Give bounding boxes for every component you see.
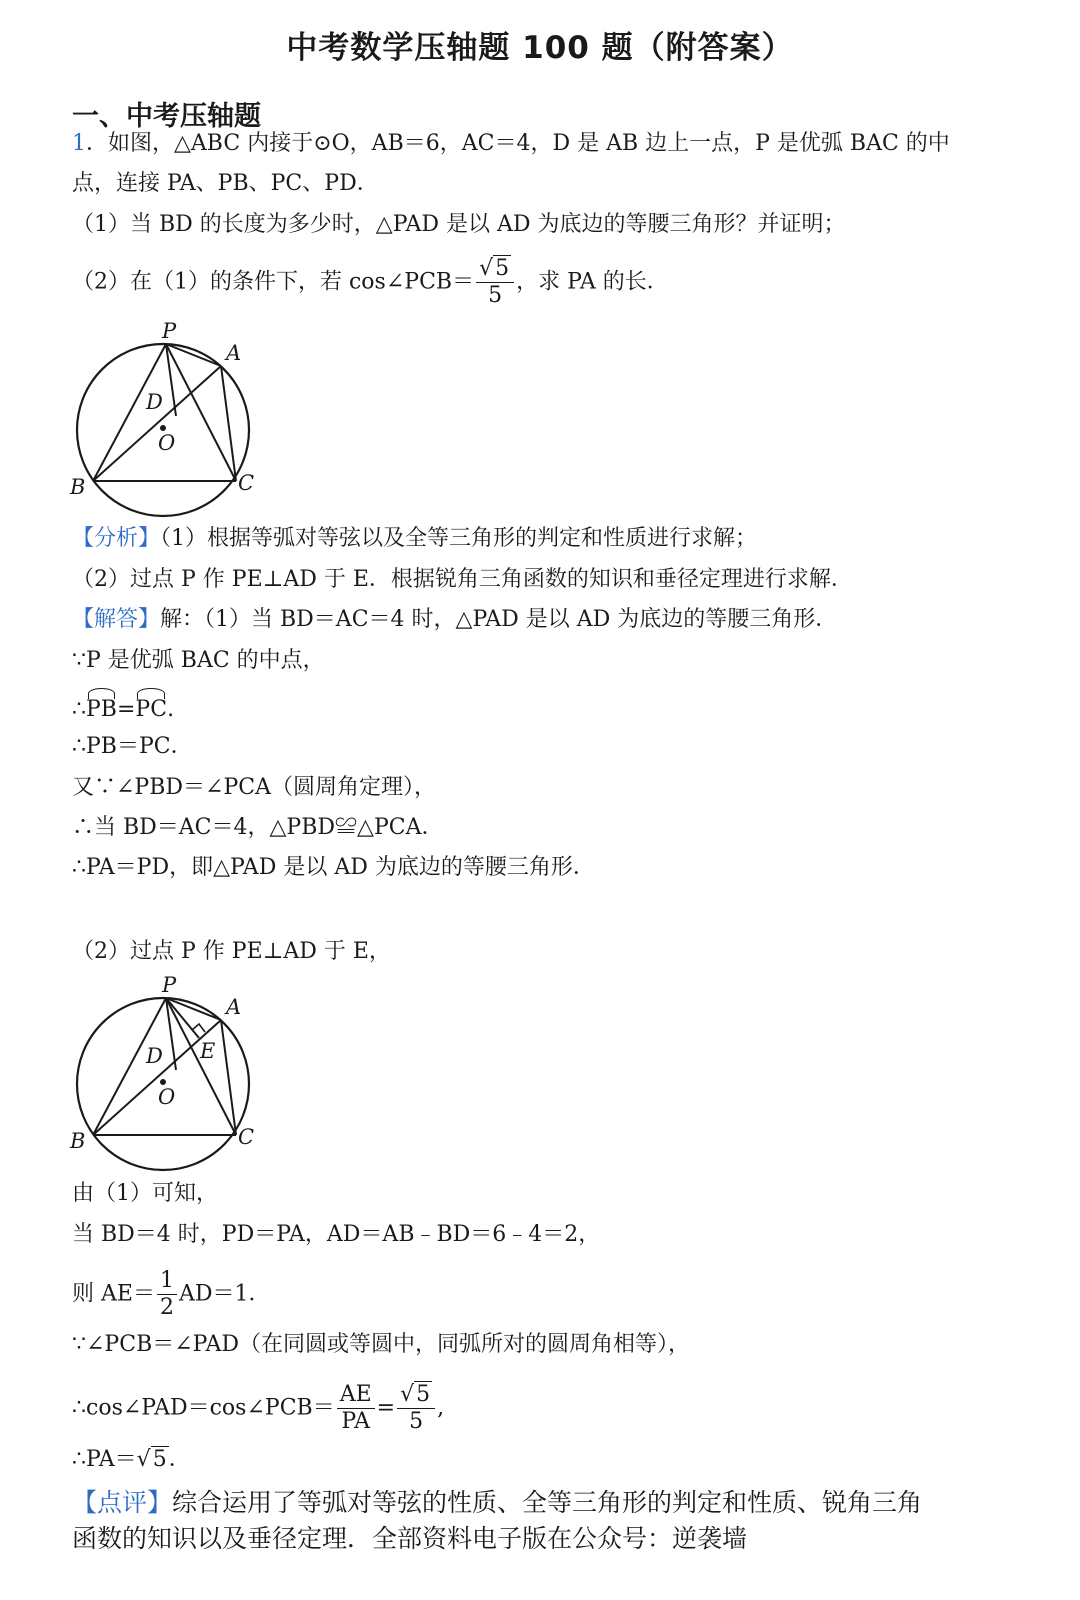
analysis-tag: 【分析】 — [72, 526, 161, 551]
answer-line-11: ∵∠PCB＝∠PAD（在同圆或等圆中，同弧所对的圆周角相等）， — [72, 1332, 690, 1357]
problem-question-2: （2）在（1）的条件下，若 cos∠PCB＝ $\frac{√5}{5}$ ，求 PA 的长． — [72, 256, 669, 308]
answer-tag: 【解答】 — [72, 607, 161, 632]
answer-line-9: 当 BD＝4 时，PD＝PA，AD＝AB﹣BD＝6﹣4＝2， — [72, 1222, 601, 1247]
answer-line-2: ∵P 是优弧 BAC 的中点， — [72, 648, 325, 673]
label-b: B — [70, 475, 86, 499]
arc-pc: PC — [135, 690, 167, 726]
label-c: C — [238, 1125, 255, 1149]
answer-line-7: ∴PA＝PD，即△PAD 是以 AD 为底边的等腰三角形． — [72, 855, 595, 880]
answer-line-5: 又∵∠PBD＝∠PCA（圆周角定理）， — [72, 775, 436, 800]
answer-line-12: ∴cos∠PAD＝cos∠PCB＝ $\frac{AE}{PA}$ = $\frac{√5}{5}$ , — [72, 1382, 445, 1434]
label-p: P — [162, 973, 177, 997]
answer-part2-intro: （2）过点 P 作 PE⊥AD 于 E， — [72, 939, 391, 964]
analysis-line-2: （2）过点 P 作 PE⊥AD 于 E．根据锐角三角函数的知识和垂径定理进行求解． — [72, 567, 853, 592]
root5: √5 — [136, 1447, 167, 1472]
page-title: 中考数学压轴题 100 题（附答案） — [286, 30, 794, 66]
label-a: A — [226, 995, 242, 1019]
section-heading: 一、中考压轴题 — [72, 101, 261, 132]
arc-pb: PB — [86, 690, 117, 726]
segment-pa — [166, 344, 221, 366]
root5-fraction: $\frac{√5}{5}$ — [397, 1384, 435, 1433]
label-e: E — [200, 1039, 216, 1063]
problem-line-1: 1．如图，△ABC 内接于⊙O，AB＝6，AC＝4，D 是 AB 边上一点，P 是优弧 BAC 的中 — [72, 131, 950, 156]
review-tag: 【点评】 — [72, 1488, 173, 1517]
label-o: O — [158, 431, 176, 455]
segment-ac — [221, 1020, 236, 1135]
geometry-figure-1 — [66, 318, 266, 518]
answer-line-13: ∴PA＝√5． — [72, 1444, 191, 1476]
answer-line-3: ∴PB=PC. — [72, 690, 174, 726]
label-d: D — [146, 390, 163, 414]
label-c: C — [238, 471, 255, 495]
review-line-1: 【点评】综合运用了等弧对等弦的性质、全等三角形的判定和性质、锐角三角 — [72, 1488, 923, 1517]
label-b: B — [70, 1129, 86, 1153]
analysis-line-1: 【分析】（1）根据等弧对等弦以及全等三角形的判定和性质进行求解； — [72, 526, 758, 551]
cos-fraction: $\frac{√5}{5}$ — [476, 258, 514, 307]
segment-ab — [93, 366, 221, 481]
label-a: A — [226, 341, 242, 365]
review-line-2: 函数的知识以及垂径定理．全部资料电子版在公众号：逆袭墙 — [72, 1524, 748, 1553]
problem-number: 1 — [72, 131, 86, 156]
answer-line-1: 【解答】解：（1）当 BD＝AC＝4 时，△PAD 是以 AD 为底边的等腰三角形． — [72, 607, 838, 632]
segment-ab — [93, 1020, 221, 1135]
answer-line-4: ∴PB＝PC． — [72, 734, 193, 759]
label-o: O — [158, 1085, 176, 1109]
ae-pa-fraction: $\frac{AE}{PA}$ — [337, 1384, 375, 1433]
segment-ac — [221, 366, 236, 481]
label-d: D — [146, 1044, 163, 1068]
answer-line-8: 由（1）可知， — [72, 1181, 218, 1206]
answer-line-6: ∴当 BD＝AC＝4，△PBD≌△PCA． — [72, 815, 444, 840]
geometry-figure-2 — [66, 972, 266, 1172]
problem-question-1: （1）当 BD 的长度为多少时，△PAD 是以 AD 为底边的等腰三角形？并证明； — [72, 212, 846, 237]
problem-line-2: 点，连接 PA、PB、PC、PD． — [72, 171, 379, 196]
answer-line-10: 则 AE＝ $\frac{1}{2}$ AD＝1． — [72, 1268, 271, 1320]
half-fraction: $\frac{1}{2}$ — [157, 1270, 177, 1319]
label-p: P — [162, 319, 177, 343]
